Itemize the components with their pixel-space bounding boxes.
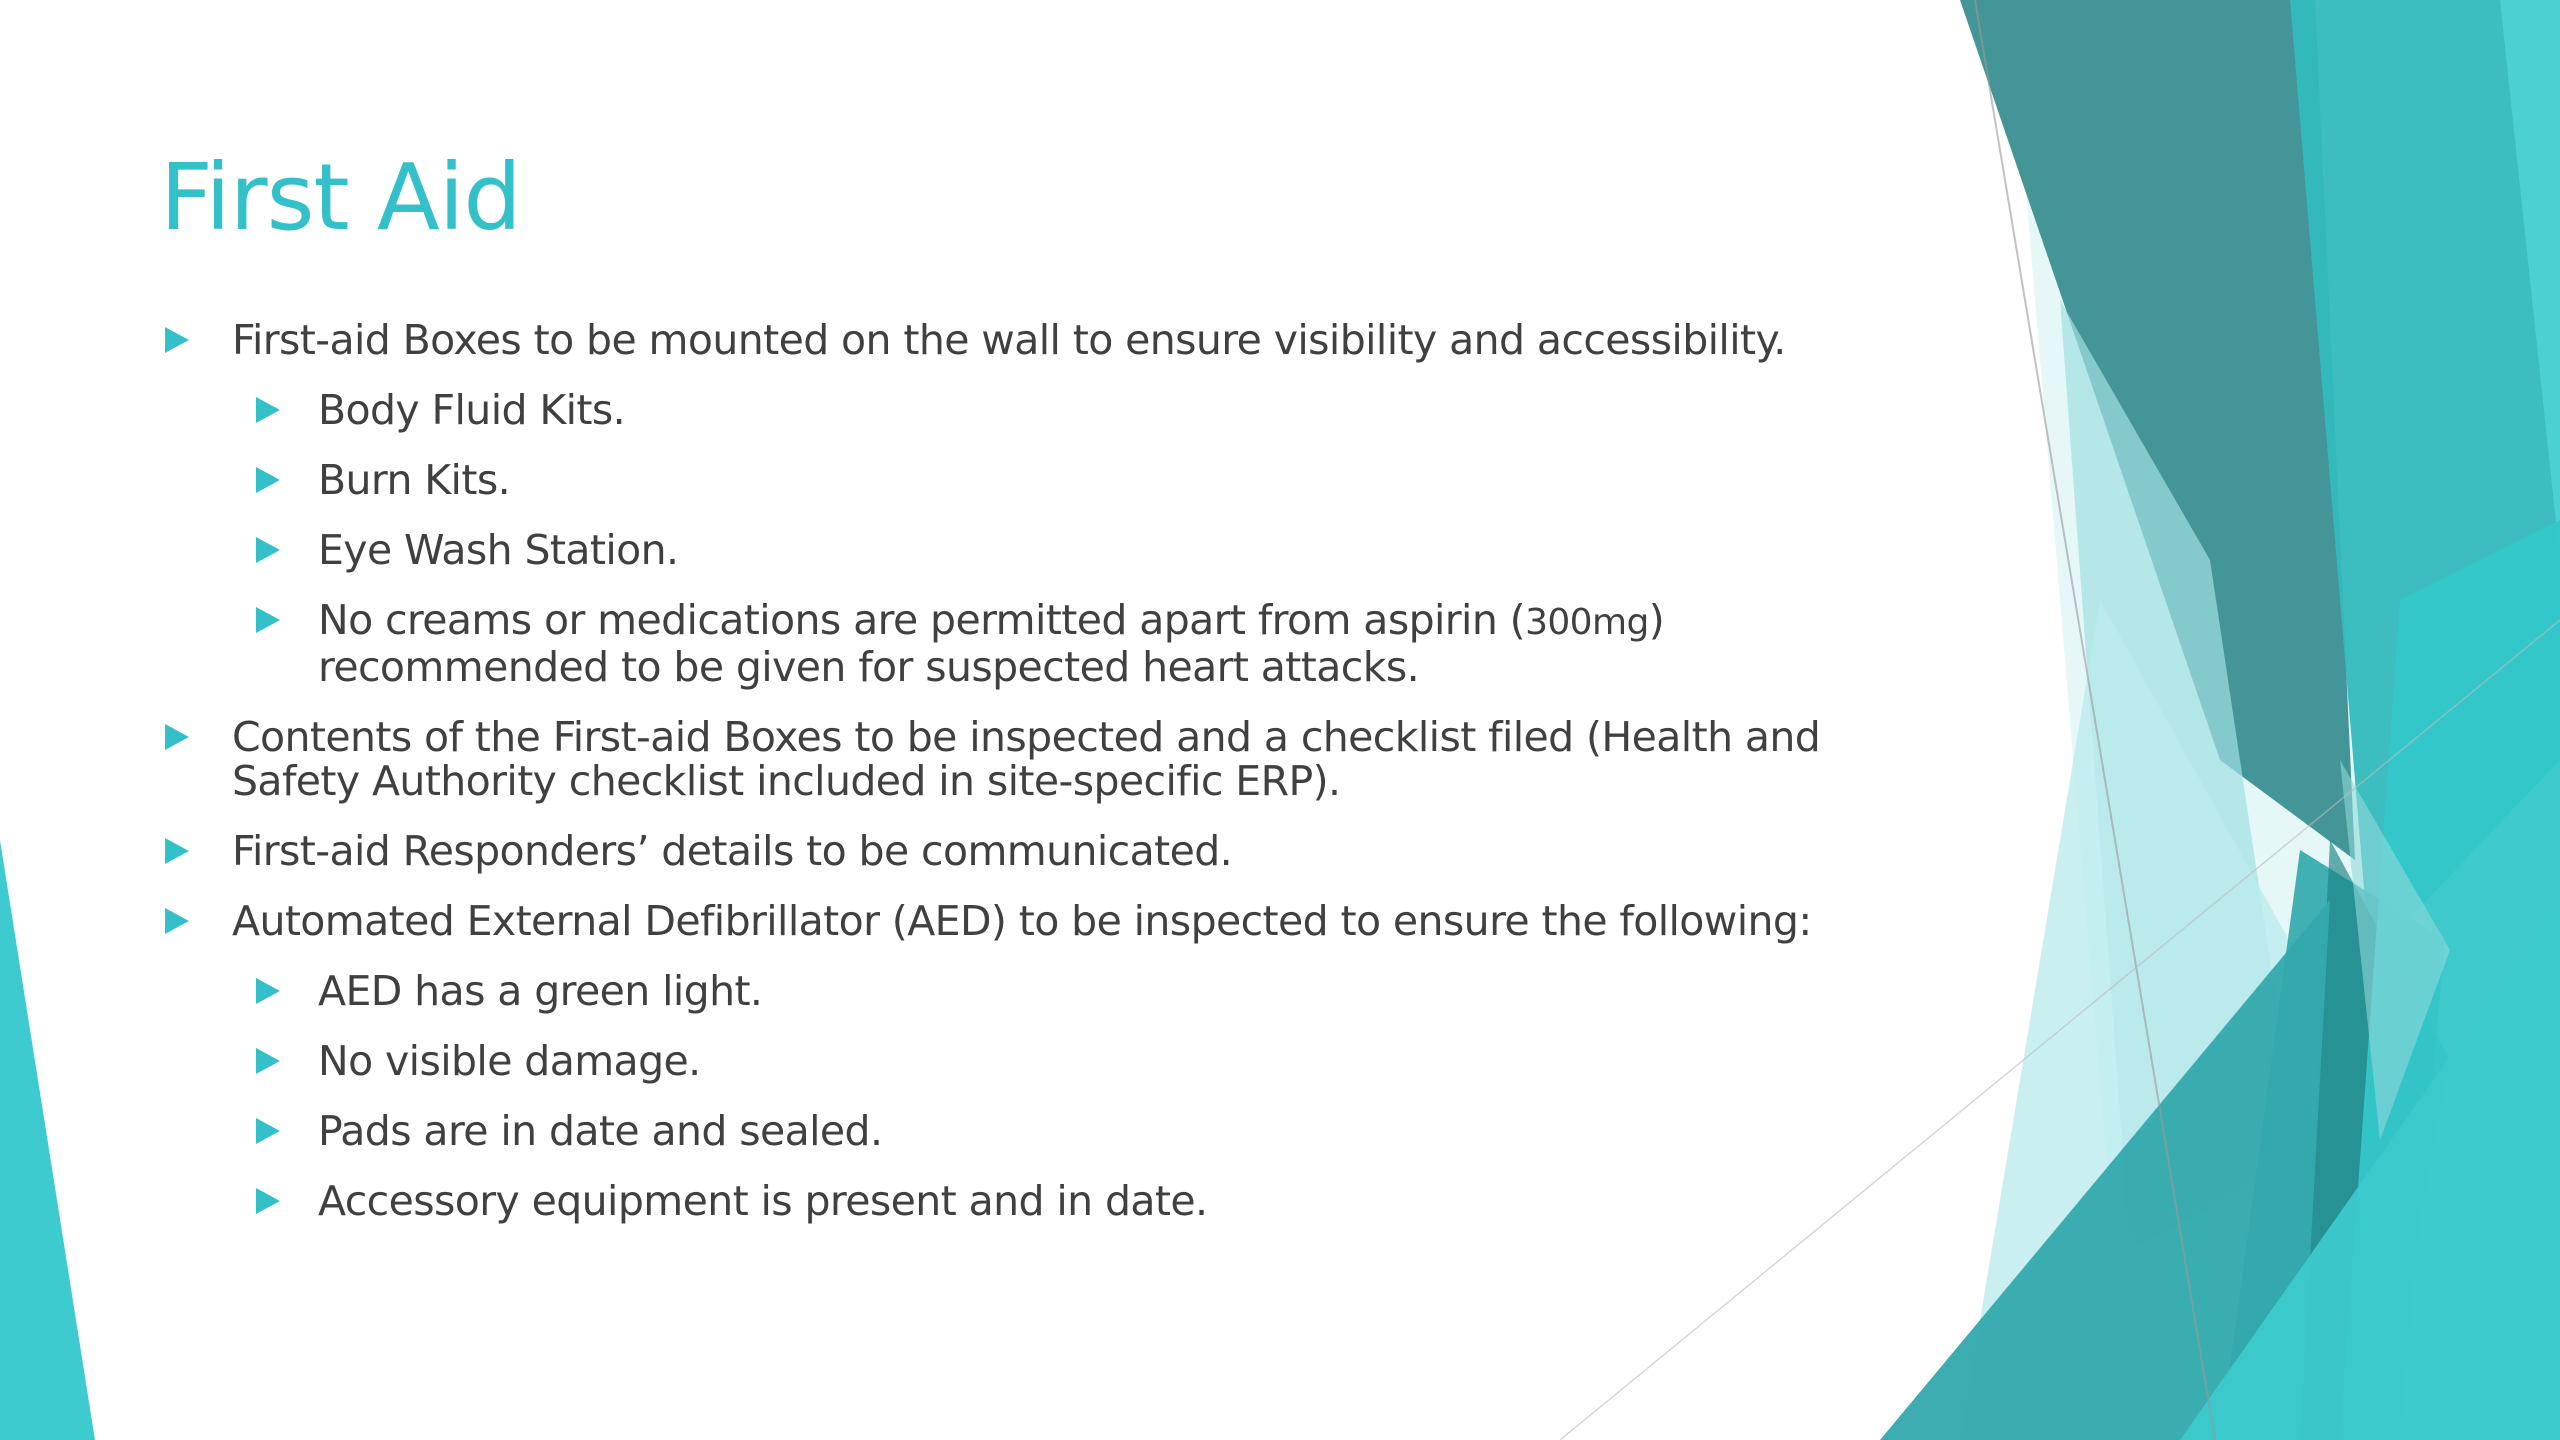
bullet-arrow-icon <box>256 978 280 1004</box>
bullet-text: First-aid Boxes to be mounted on the wall to ensure visibility and accessibility. <box>232 316 1786 364</box>
bullet-arrow-icon <box>256 467 280 493</box>
bullet-arrow-icon <box>256 1048 280 1074</box>
bullet-arrow-icon <box>165 327 189 353</box>
bullet-text-part: ) recommended to be given for suspected heart attacks. <box>318 596 1665 691</box>
bullet-arrow-icon <box>256 1118 280 1144</box>
sub-bullet-item <box>256 458 1920 502</box>
bullet-item <box>160 899 1920 943</box>
bullet-text: Accessory equipment is present and in date. <box>318 1177 1208 1225</box>
sub-bullet-item <box>256 528 1920 572</box>
facet-left-edge <box>0 840 95 1440</box>
slide-title: First Aid <box>160 144 521 251</box>
sub-bullet-item <box>256 1039 1920 1083</box>
bullet-arrow-icon <box>256 537 280 563</box>
bullet-arrow-icon <box>256 1188 280 1214</box>
bullet-arrow-icon <box>256 607 280 633</box>
bullet-text: First-aid Responders’ details to be communicated. <box>232 827 1233 875</box>
sub-bullet-item <box>256 388 1920 432</box>
bullet-text <box>318 598 1920 689</box>
sub-bullet-item <box>256 1179 1920 1223</box>
bullet-text: Burn Kits. <box>318 456 511 504</box>
sub-bullet-item <box>256 969 1920 1013</box>
sub-bullet-item <box>256 598 1920 689</box>
bullet-text-part: No creams or medications are permitted apart from aspirin ( <box>318 596 1526 644</box>
bullet-item <box>160 318 1920 362</box>
bullet-item <box>160 715 1920 803</box>
bullet-arrow-icon <box>165 724 189 750</box>
bullet-arrow-icon <box>165 908 189 934</box>
sub-bullet-item <box>256 1109 1920 1153</box>
bullet-arrow-icon <box>256 397 280 423</box>
bullet-text: Automated External Defibrillator (AED) to be inspected to ensure the following: <box>232 897 1812 945</box>
bullet-text: AED has a green light. <box>318 967 763 1015</box>
bullet-text: Pads are in date and sealed. <box>318 1107 883 1155</box>
dosage-text: 300mg <box>1525 602 1649 643</box>
bullet-arrow-icon <box>165 838 189 864</box>
bullet-text: Eye Wash Station. <box>318 526 679 574</box>
bullet-item <box>160 829 1920 873</box>
bullet-text: Body Fluid Kits. <box>318 386 626 434</box>
bullet-list <box>160 318 1920 1249</box>
bullet-text: No visible damage. <box>318 1037 701 1085</box>
bullet-text: Contents of the First-aid Boxes to be inspected and a checklist filed (Health and Safety Authority checklist included in site-specific ERP). <box>232 713 1821 805</box>
